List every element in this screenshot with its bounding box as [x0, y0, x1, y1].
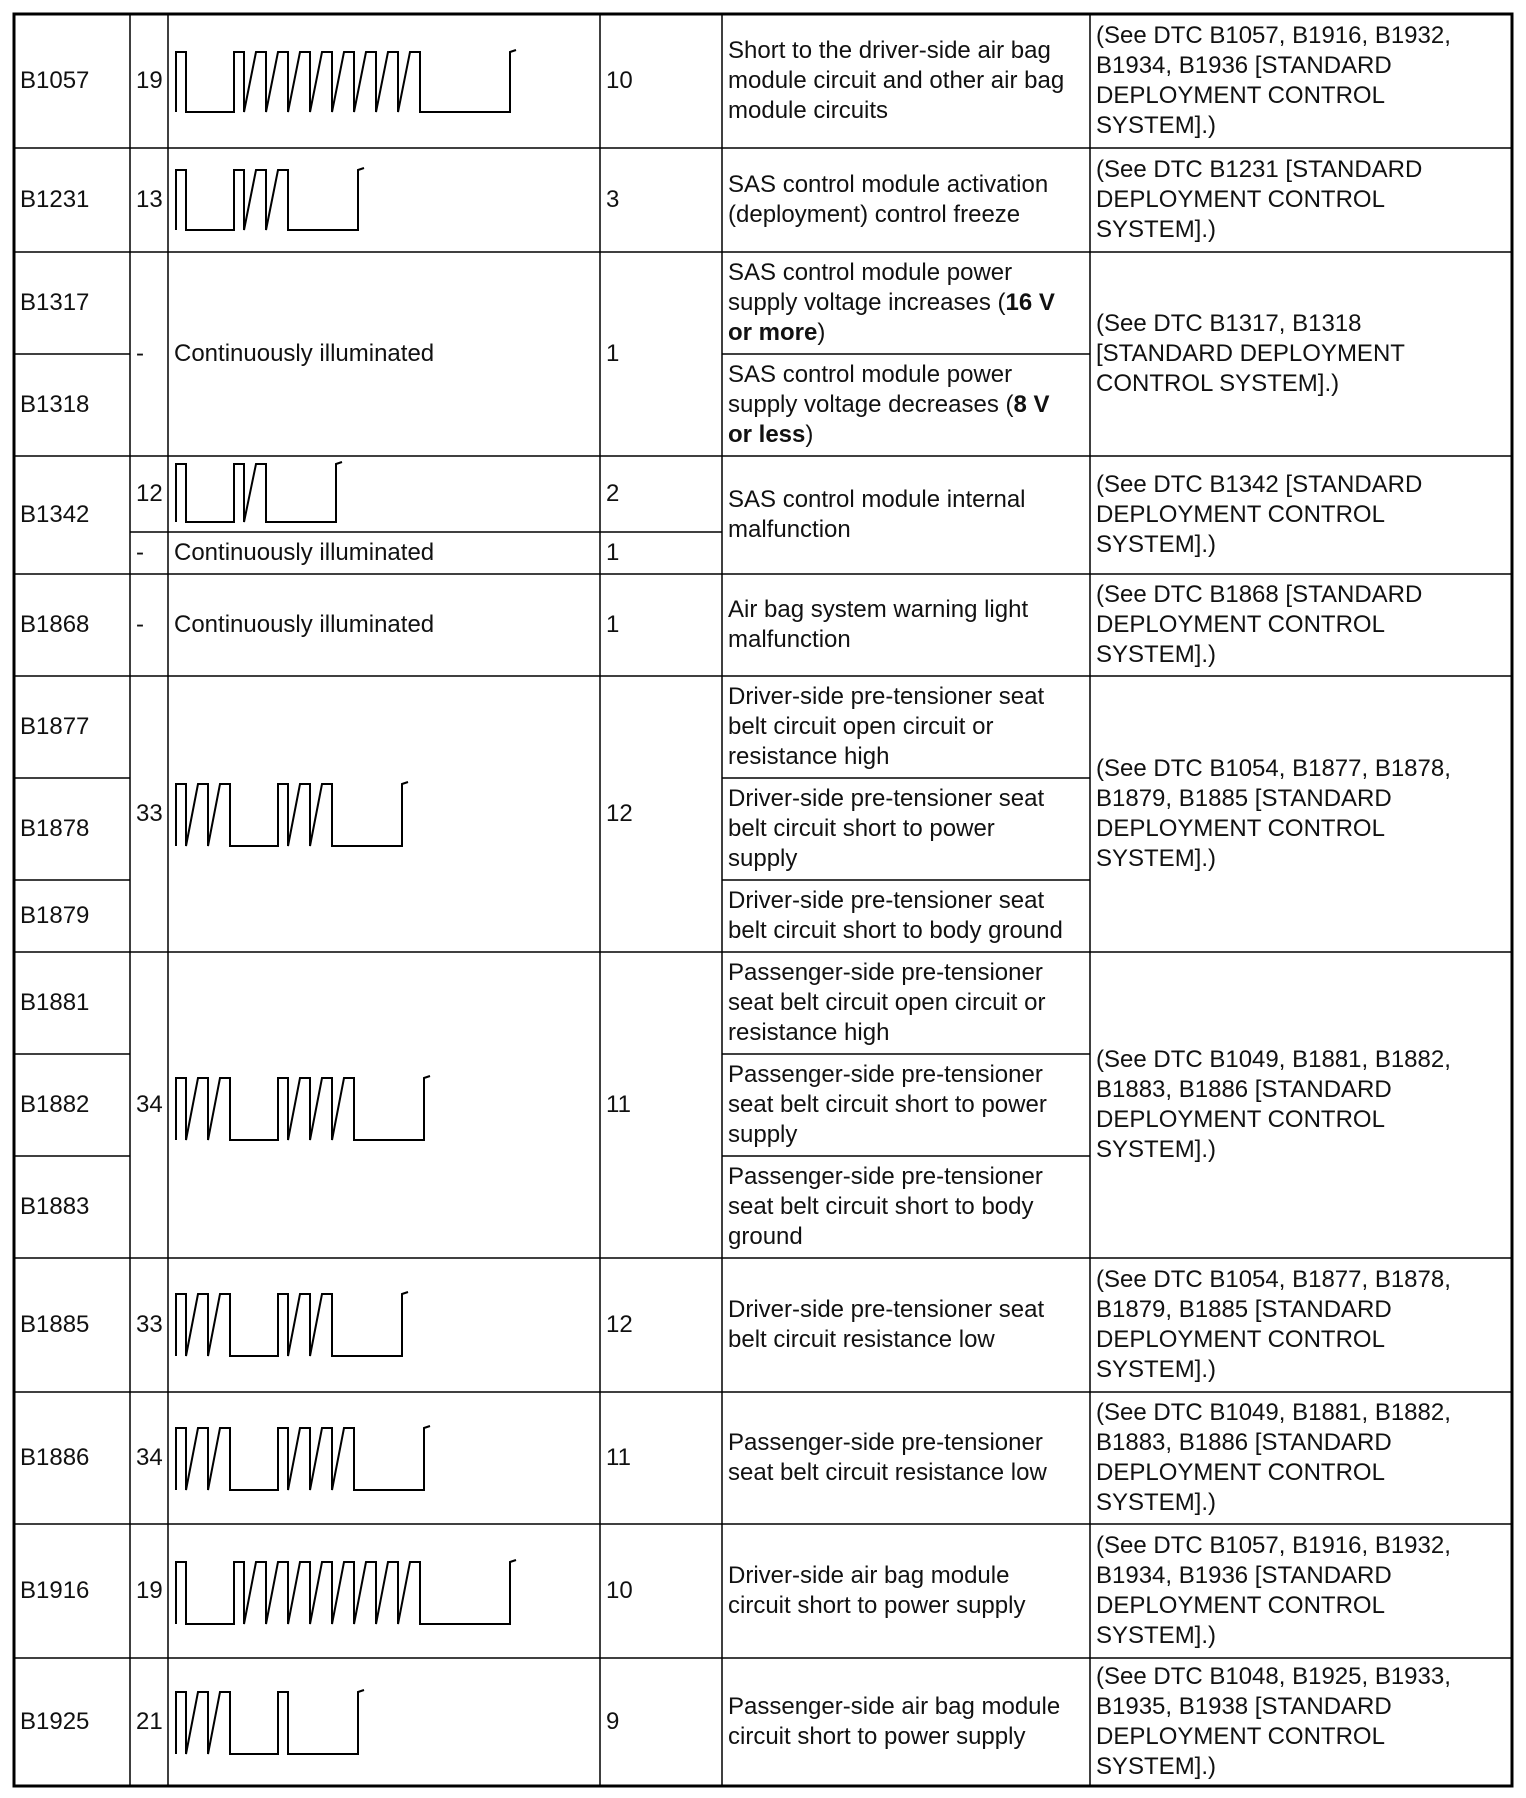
reference: (See DTC B1054, B1877, B1878, B1879, B1885 [STANDARD DEPLOYMENT CONTROL SYSTEM].) — [1096, 755, 1451, 872]
reference: (See DTC B1231 [STANDARD DEPLOYMENT CONTROL SYSTEM].) — [1096, 156, 1423, 243]
malfunction-description: Driver-side pre-tensioner seat belt circuit short to power supply — [728, 785, 1045, 872]
dtc-code: B1868 — [20, 611, 90, 638]
signal-state: Continuously illuminated — [174, 539, 435, 566]
reference: (See DTC B1049, B1881, B1882, B1883, B1886 [STANDARD DEPLOYMENT CONTROL SYSTEM].) — [1096, 1399, 1451, 1516]
dtc-code: B1885 — [20, 1311, 90, 1338]
malfunction-description: SAS control module internal malfunction — [728, 486, 1026, 543]
malfunction-description: Driver-side air bag module circuit short to power supply — [728, 1562, 1026, 1619]
dtc-code: B1925 — [20, 1708, 90, 1735]
code-number: 11 — [606, 1444, 631, 1471]
malfunction-description: Passenger-side pre-tensioner seat belt circuit short to body ground — [728, 1163, 1043, 1250]
malfunction-description: Driver-side pre-tensioner seat belt circuit open circuit or resistance high — [728, 683, 1045, 770]
code-number: 10 — [606, 67, 633, 94]
dtc-code: B1879 — [20, 902, 90, 929]
dtc-code: B1881 — [20, 989, 90, 1016]
signal-state: Continuously illuminated — [174, 611, 435, 638]
dtc-code: B1882 — [20, 1091, 90, 1118]
flash-count: - — [136, 340, 144, 367]
flash-pattern-waveform — [176, 1560, 516, 1624]
dtc-code: B1878 — [20, 815, 90, 842]
reference: (See DTC B1057, B1916, B1932, B1934, B1936 [STANDARD DEPLOYMENT CONTROL SYSTEM].) — [1096, 22, 1451, 139]
malfunction-description: SAS control module power supply voltage increases (16 V or more) — [728, 259, 1055, 346]
dtc-code: B1318 — [20, 391, 90, 418]
dtc-code: B1916 — [20, 1577, 90, 1604]
dtc-code: B1883 — [20, 1193, 90, 1220]
flash-pattern-waveform — [176, 1292, 408, 1356]
malfunction-description: Driver-side pre-tensioner seat belt circuit short to body ground — [728, 887, 1063, 944]
malfunction-description: Passenger-side pre-tensioner seat belt circuit open circuit or resistance high — [728, 959, 1046, 1046]
malfunction-description: Driver-side pre-tensioner seat belt circuit resistance low — [728, 1296, 1045, 1353]
reference: (See DTC B1048, B1925, B1933, B1935, B1938 [STANDARD DEPLOYMENT CONTROL SYSTEM].) — [1096, 1663, 1451, 1780]
code-number: 1 — [606, 611, 620, 638]
malfunction-description: Air bag system warning light malfunction — [728, 596, 1029, 653]
flash-count: 19 — [136, 67, 163, 94]
reference: (See DTC B1054, B1877, B1878, B1879, B1885 [STANDARD DEPLOYMENT CONTROL SYSTEM].) — [1096, 1266, 1451, 1383]
flash-pattern-waveform — [176, 1076, 430, 1140]
flash-count: 19 — [136, 1577, 163, 1604]
flash-count: - — [136, 611, 144, 638]
reference: (See DTC B1342 [STANDARD DEPLOYMENT CONTROL SYSTEM].) — [1096, 471, 1423, 558]
reference: (See DTC B1317, B1318 [STANDARD DEPLOYMENT CONTROL SYSTEM].) — [1096, 310, 1405, 397]
code-number: 10 — [606, 1577, 633, 1604]
code-number: 12 — [606, 800, 633, 827]
dtc-code: B1886 — [20, 1444, 90, 1471]
flash-count: 33 — [136, 1311, 163, 1338]
code-number: 11 — [606, 1091, 631, 1118]
signal-state: Continuously illuminated — [174, 340, 435, 367]
dtc-code: B1057 — [20, 67, 90, 94]
reference: (See DTC B1868 [STANDARD DEPLOYMENT CONTROL SYSTEM].) — [1096, 581, 1423, 668]
code-number: 9 — [606, 1708, 620, 1735]
flash-count: 12 — [136, 480, 163, 507]
malfunction-description: SAS control module activation (deployment) control freeze — [728, 171, 1049, 228]
malfunction-description: Passenger-side air bag module circuit short to power supply — [728, 1693, 1061, 1750]
dtc-code: B1342 — [20, 501, 90, 528]
flash-count: 34 — [136, 1444, 163, 1471]
code-number: 3 — [606, 186, 620, 213]
flash-count: 13 — [136, 186, 163, 213]
malfunction-description: SAS control module power supply voltage decreases (8 V or less) — [728, 361, 1050, 448]
code-number: 1 — [606, 340, 620, 367]
reference: (See DTC B1057, B1916, B1932, B1934, B1936 [STANDARD DEPLOYMENT CONTROL SYSTEM].) — [1096, 1532, 1451, 1649]
code-number: 1 — [606, 539, 620, 566]
flash-pattern-waveform — [176, 462, 342, 522]
malfunction-description: Passenger-side pre-tensioner seat belt circuit short to power supply — [728, 1061, 1047, 1148]
reference: (See DTC B1049, B1881, B1882, B1883, B1886 [STANDARD DEPLOYMENT CONTROL SYSTEM].) — [1096, 1046, 1451, 1163]
dtc-code: B1317 — [20, 289, 90, 316]
flash-pattern-waveform — [176, 1426, 430, 1490]
flash-pattern-waveform — [176, 168, 364, 230]
flash-pattern-waveform — [176, 1690, 364, 1754]
malfunction-description: Short to the driver-side air bag module circuit and other air bag module circuits — [728, 37, 1065, 124]
malfunction-description: Passenger-side pre-tensioner seat belt circuit resistance low — [728, 1429, 1047, 1486]
flash-pattern-waveform — [176, 50, 516, 112]
code-number: 12 — [606, 1311, 633, 1338]
flash-pattern-waveform — [176, 782, 408, 846]
flash-count: - — [136, 539, 144, 566]
dtc-code: B1231 — [20, 186, 90, 213]
flash-count: 33 — [136, 800, 163, 827]
flash-count: 21 — [136, 1708, 163, 1735]
code-number: 2 — [606, 480, 620, 507]
flash-count: 34 — [136, 1091, 163, 1118]
dtc-code: B1877 — [20, 713, 90, 740]
